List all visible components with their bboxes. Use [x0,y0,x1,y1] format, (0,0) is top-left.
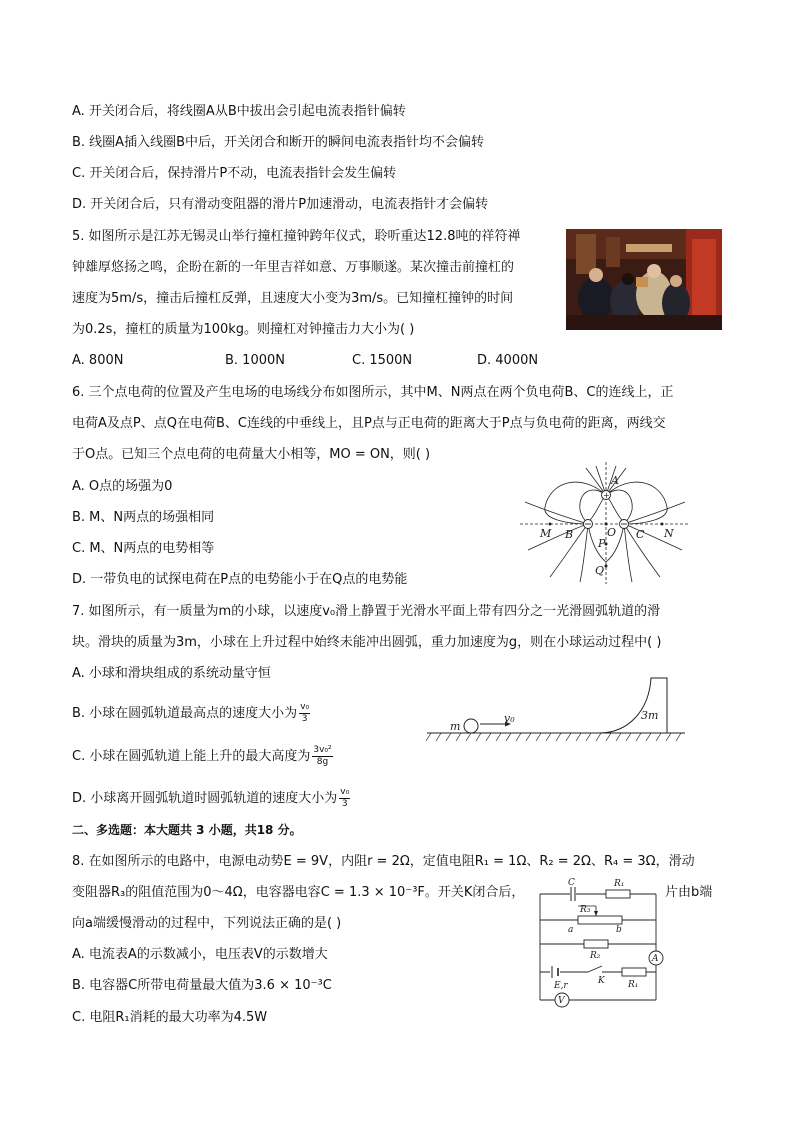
q5-stem-line-2: 钟雄厚悠扬之鸣，企盼在新的一年里吉祥如意、万事顺遂。某次撞击前撞杠的 [72,260,515,275]
q4-option-b: B. 线圈A插入线圈B中后，开关闭合和断开的瞬间电流表指针均不会偏转 [72,135,484,150]
q5-option-b: B. 1000N [225,353,285,368]
label-r1-top: R₁ [614,879,625,889]
q6-stem-line-3: 于O点。已知三个点电荷的电荷量大小相等，MO = ON，则( ) [72,447,431,462]
q7-option-c-text: C. 小球在圆弧轨道上能上升的最大高度为 [72,749,311,764]
q7-stem-line-1: 7. 如图所示，有一质量为m的小球，以速度v₀滑上静置于光滑水平面上带有四分之一光滑圆弧轨道的滑 [72,604,661,619]
electric-field-diagram [520,462,690,588]
label-p: P [598,537,606,550]
q6-option-c: C. M、N两点的电势相等 [72,541,215,556]
label-o: O [607,526,617,539]
q8-option-b: B. 电容器C所带电荷量最大值为3.6 × 10⁻³C [72,978,332,993]
label-terminal-a: a [568,925,574,935]
q8-option-a: A. 电流表A的示数减小，电压表V的示数增大 [72,947,328,962]
label-a: A [611,474,619,487]
q8-option-c: C. 电阻R₁消耗的最大功率为4.5W [72,1010,268,1025]
bell-ceremony-photo [566,229,722,330]
label-terminal-b: b [616,925,622,935]
q7-option-b-text: B. 小球在圆弧轨道最高点的速度大小为 [72,706,298,721]
q6-stem-line-2: 电荷A及点P、点Q在电荷B、C连线的中垂线上，且P点与正电荷的距离大于P点与负电荷的距离，两线交 [72,416,666,431]
label-c: C [636,528,645,541]
q8-stem-line-2b: 片由b端 [665,885,713,900]
q6-option-d: D. 一带负电的试探电荷在P点的电势能小于在Q点的电势能 [72,572,408,587]
q7-option-c-numerator: 3v₀² [313,745,332,755]
q7-option-c-fraction [312,745,332,768]
section-2-title: 二、多选题：本大题共 3 小题，共18 分。 [72,823,302,837]
q7-option-d-fraction [339,787,350,810]
voltmeter-label: V [558,996,565,1006]
q5-option-c: C. 1500N [352,353,413,368]
q7-option-d-denominator: 3 [341,799,348,809]
label-velocity: v₀ [504,712,515,725]
label-switch-k: K [598,976,605,986]
label-r1-bottom: R₁ [628,980,639,990]
q7-option-a: A. 小球和滑块组成的系统动量守恒 [72,666,271,681]
label-m: M [540,527,552,540]
q8-stem-line-1: 8. 在如图所示的电路中，电源电动势E = 9V，内阻r = 2Ω，定值电阻R₁ = 1Ω、R₂ = 2Ω、R₄ = 3Ω，滑动 [72,854,695,869]
q5-option-a: A. 800N [72,353,124,368]
q6-option-a: A. O点的场强为0 [72,479,173,494]
q7-option-d-text: D. 小球离开圆弧轨道时圆弧轨道的速度大小为 [72,791,338,806]
q4-option-a: A. 开关闭合后，将线圈A从B中拔出会引起电流表指针偏转 [72,104,406,119]
positive-charge-label: + [603,491,610,500]
q7-option-b-numerator: v₀ [300,702,310,712]
label-ball-mass: m [450,720,461,733]
q7-option-c-denominator: 8g [316,757,329,767]
label-capacitor-c: C [568,878,575,888]
q7-stem-line-2: 块。滑块的质量为3m，小球在上升过程中始终未能冲出圆弧，重力加速度为g，则在小球运动过程中( ) [72,635,662,650]
label-n: N [664,527,674,540]
label-b: B [565,528,574,541]
label-block-mass: 3m [641,709,659,722]
q8-stem-line-2a: 变阻器R₃的阻值范围为0～4Ω，电容器电容C = 1.3 × 10⁻³F。开关K闭合后， [72,885,525,900]
label-source-er: E,r [554,981,568,991]
q5-stem-line-1: 5. 如图所示是江苏无锡灵山举行撞杠撞钟跨年仪式，聆听重达12.8吨的祥符禅 [72,229,521,244]
q7-option-d-numerator: v₀ [340,787,350,797]
label-r2: R₂ [590,951,601,961]
q7-option-c [72,745,333,768]
q7-option-b [72,702,310,725]
label-r3: R₃ [580,905,591,915]
ammeter-label: A [652,954,659,964]
q5-options [72,352,572,370]
q7-option-b-fraction [299,702,310,725]
q4-option-d: D. 开关闭合后，只有滑动变阻器的滑片P加速滑动，电流表指针才会偏转 [72,197,489,212]
label-q: Q [595,564,605,577]
q5-stem-line-3: 速度为5m/s，撞击后撞杠反弹，且速度大小变为3m/s。已知撞杠撞钟的时间 [72,291,514,306]
q5-stem-line-4: 为0.2s，撞杠的质量为100kg。则撞杠对钟撞击力大小为( ) [72,322,415,337]
ball-and-arc-block-diagram [425,676,687,750]
q7-option-d [72,787,350,810]
q6-option-b: B. M、N两点的场强相同 [72,510,215,525]
circuit-diagram [538,876,664,1012]
q8-stem-line-3: 向a端缓慢滑动的过程中，下列说法正确的是( ) [72,916,342,931]
q6-stem-line-1: 6. 三个点电荷的位置及产生电场的电场线分布如图所示，其中M、N两点在两个负电荷B、C的连线上，正 [72,385,674,400]
q7-option-b-denominator: 3 [301,714,308,724]
q4-option-c: C. 开关闭合后，保持滑片P不动，电流表指针会发生偏转 [72,166,397,181]
q5-option-d: D. 4000N [477,353,539,368]
